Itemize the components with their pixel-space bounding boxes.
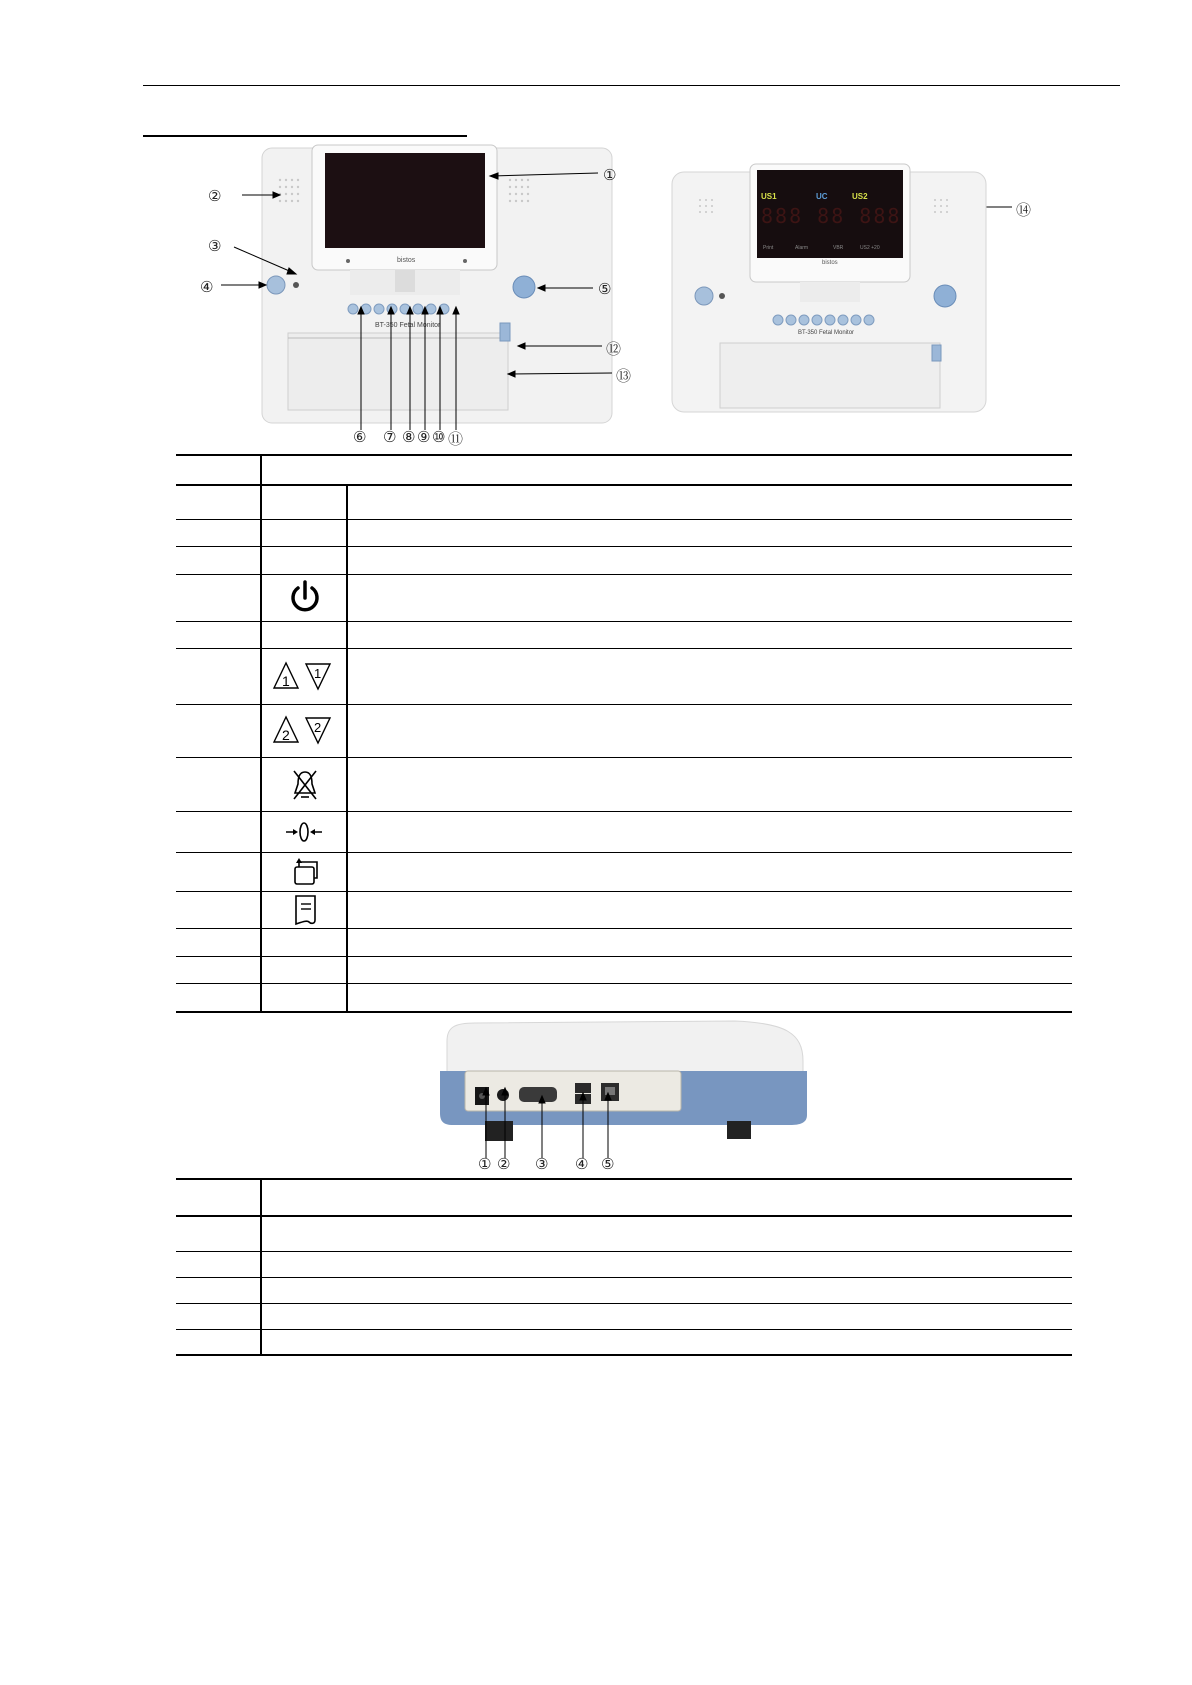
display-digits: 888 88 888	[761, 204, 902, 228]
display-us2-label: US2	[852, 192, 868, 201]
svg-text:2: 2	[314, 720, 322, 735]
uc-zero-icon	[284, 818, 324, 846]
rear-callout-2: ②	[497, 1155, 511, 1173]
callout-10: ⑩	[432, 428, 446, 446]
callout-14: ⑭	[1016, 201, 1032, 219]
model-label: BT-350 Fetal Monitor	[375, 322, 441, 329]
us1-volume-icon	[272, 660, 336, 692]
led-display-device-figure	[670, 160, 990, 420]
display-softkey-vbr: VBR	[833, 245, 844, 251]
callout-13: ⑬	[616, 367, 632, 385]
callout-1: ①	[603, 166, 617, 184]
rear-callout-arrows	[0, 1060, 1192, 1170]
callout-8: ⑧	[402, 428, 416, 446]
display-softkey-alarm: Alarm	[795, 245, 809, 251]
callout-9: ⑨	[417, 428, 431, 446]
callout-12: ⑫	[606, 340, 622, 358]
led-device-brand-logo: bistos	[822, 260, 838, 266]
callout-4: ④	[200, 278, 214, 296]
led-device-model-label: BT-350 Fetal Monitor	[798, 330, 855, 336]
callout-6: ⑥	[353, 428, 367, 446]
print-icon	[292, 893, 320, 927]
us2-volume-icon	[272, 714, 336, 746]
callout-5: ⑤	[598, 280, 612, 298]
display-softkey-print: Print	[763, 245, 774, 251]
rear-callout-1: ①	[478, 1155, 492, 1173]
mode-switch-icon	[291, 856, 319, 888]
callout-7: ⑦	[383, 428, 397, 446]
callout-2: ②	[208, 187, 222, 205]
brand-logo: bistos	[397, 257, 416, 264]
front-callout-arrows	[0, 0, 1192, 460]
display-uc-label: UC	[816, 192, 828, 201]
rear-callout-5: ⑤	[601, 1155, 615, 1173]
callout-11: ⑪	[448, 430, 464, 448]
svg-text:1: 1	[314, 666, 322, 681]
svg-text:2: 2	[282, 727, 290, 743]
display-softkey-us2: US2 +20	[860, 245, 880, 251]
rear-callout-4: ④	[575, 1155, 589, 1173]
callout-3: ③	[208, 237, 222, 255]
display-us1-label: US1	[761, 192, 777, 201]
rear-callout-3: ③	[535, 1155, 549, 1173]
svg-text:1: 1	[282, 673, 290, 689]
alarm-silence-icon	[290, 767, 320, 803]
power-icon	[289, 578, 321, 618]
